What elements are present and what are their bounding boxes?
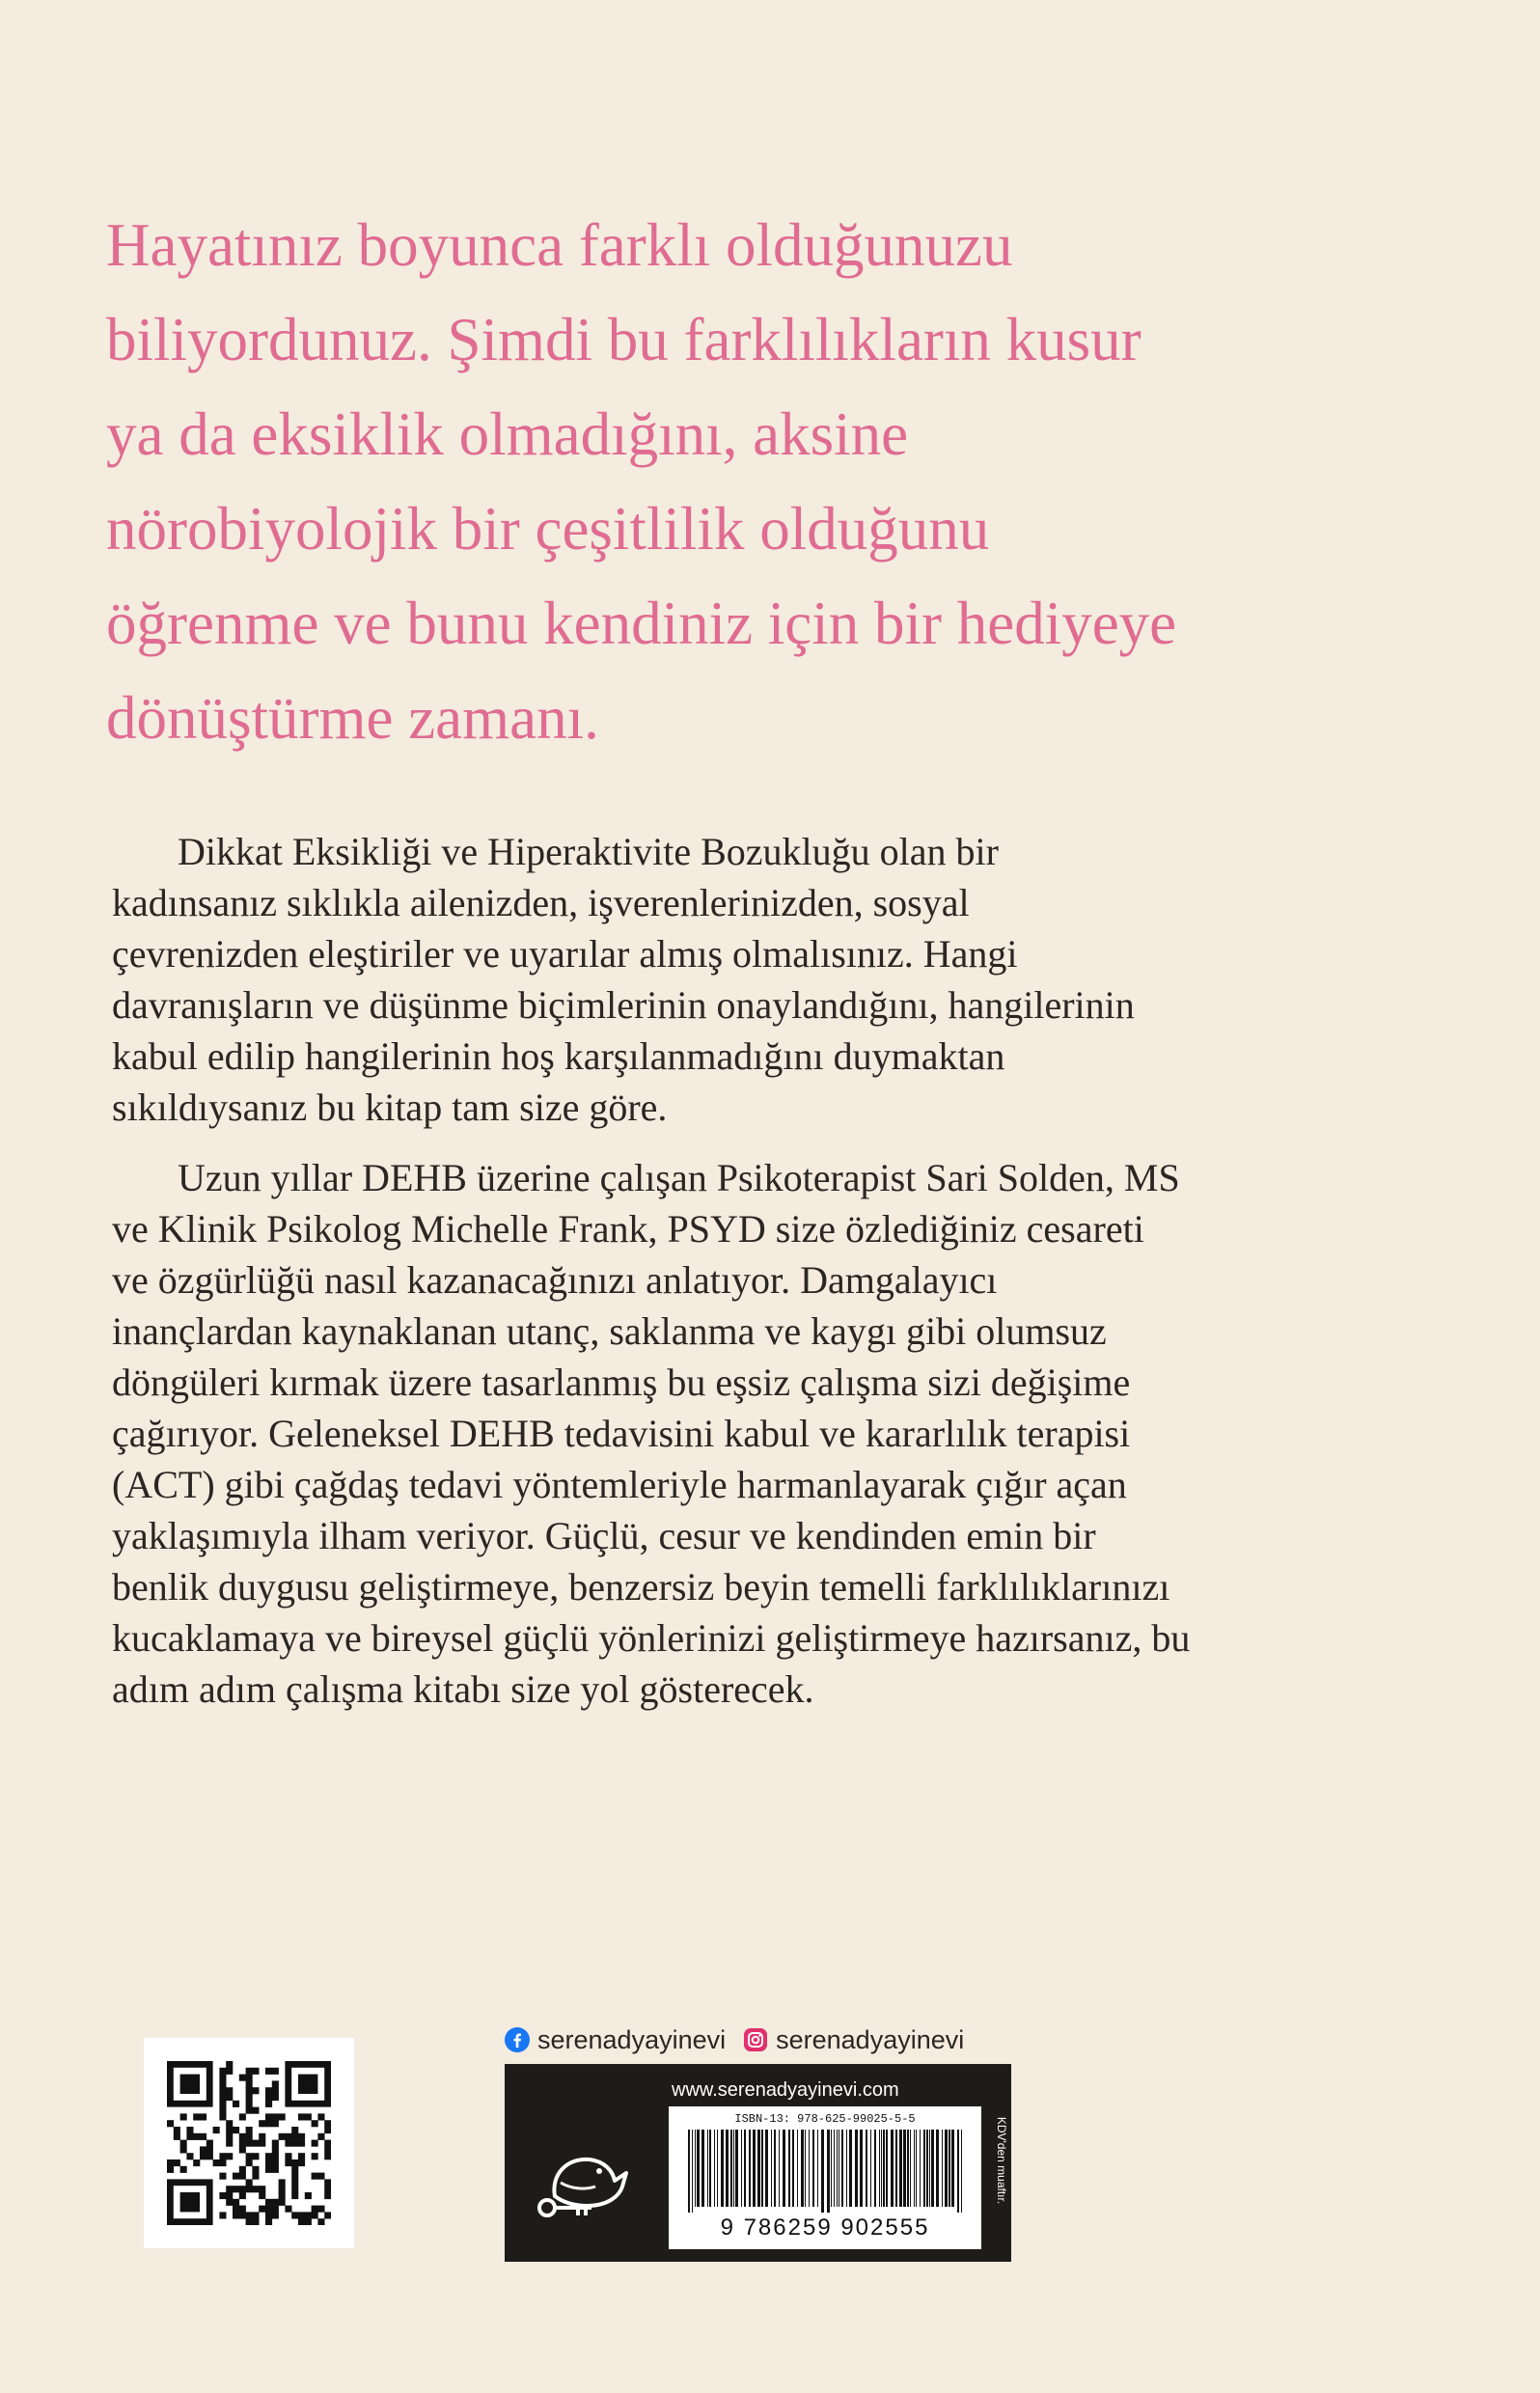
facebook-icon xyxy=(505,2027,530,2052)
text-line: Dikkat Eksikliği ve Hiperaktivite Bozukluğu olan bir xyxy=(178,830,999,873)
text-line: ve özgürlüğü nasıl kazanacağınızı anlatıyor. Damgalayıcı xyxy=(112,1258,998,1302)
text-line: kabul edilip hangilerinin hoş karşılanmadığını duymaktan xyxy=(112,1034,1005,1078)
qr-code xyxy=(144,2038,354,2248)
text-line: ve Klinik Psikolog Michelle Frank, PSYD size özlediğiniz cesareti xyxy=(112,1207,1144,1251)
text-line: kucaklamaya ve bireysel güçlü yönlerinizi geliştirmeye hazırsanız, bu xyxy=(112,1616,1191,1660)
paragraph-2 xyxy=(112,1152,1463,1715)
tax-exempt-note: KDV'den muaftır. xyxy=(995,2116,1008,2205)
text-line: benlik duygusu geliştirmeye, benzersiz beyin temelli farklılıklarınızı xyxy=(112,1565,1170,1609)
tagline-line: biliyordunuz. Şimdi bu farklılıkların kusur xyxy=(106,306,1141,373)
text-line: inançlardan kaynaklanan utanç, saklanma ve kaygı gibi olumsuz xyxy=(112,1309,1107,1353)
tagline-line: Hayatınız boyunca farklı olduğunuzu xyxy=(106,211,1013,279)
barcode-panel xyxy=(505,2064,1011,2262)
text-line: (ACT) gibi çağdaş tedavi yöntemleriyle harmanlayarak çığır açan xyxy=(112,1463,1127,1506)
social-links xyxy=(505,2021,964,2059)
isbn-label: ISBN-13: 978-625-99025-5-5 xyxy=(734,2112,916,2126)
tagline xyxy=(106,198,1476,765)
text-line: kadınsanız sıklıkla ailenizden, işverenlerinizden, sosyal xyxy=(112,881,970,924)
tagline-line: öğrenme ve bunu kendiniz için bir hediyeye xyxy=(106,590,1177,657)
facebook-handle: serenadyayinevi xyxy=(537,2024,727,2054)
isbn-barcode xyxy=(669,2106,981,2249)
tagline-line: ya da eksiklik olmadığını, aksine xyxy=(106,400,909,468)
text-line: Uzun yıllar DEHB üzerine çalışan Psikoterapist Sari Solden, MS xyxy=(178,1156,1180,1199)
instagram-handle: serenadyayinevi xyxy=(776,2024,965,2054)
text-line: çağırıyor. Geleneksel DEHB tedavisini kabul ve kararlılık terapisi xyxy=(112,1412,1131,1455)
qr-code-icon xyxy=(167,2061,331,2225)
text-line: sıkıldıysanız bu kitap tam size göre. xyxy=(112,1086,668,1129)
website-url: www.serenadyayinevi.com xyxy=(672,2079,899,2101)
text-line: döngüleri kırmak üzere tasarlanmış bu eşsiz çalışma sizi değişime xyxy=(112,1361,1131,1404)
barcode-icon xyxy=(680,2130,970,2213)
text-line: davranışların ve düşünme biçimlerinin onaylandığını, hangilerinin xyxy=(112,983,1135,1027)
tagline-line: dönüştürme zamanı. xyxy=(106,684,599,752)
bird-key-logo-icon xyxy=(532,2136,647,2223)
paragraph-1 xyxy=(112,826,1463,1133)
text-line: çevrenizden eleştiriler ve uyarılar almış olmalısınız. Hangi xyxy=(112,932,1018,976)
text-line: adım adım çalışma kitabı size yol gösterecek. xyxy=(112,1667,814,1711)
description xyxy=(112,826,1463,1715)
barcode-digits: 9 786259 902555 xyxy=(720,2214,930,2241)
tagline-line: nörobiyolojik bir çeşitlilik olduğunu xyxy=(106,495,990,563)
instagram-icon xyxy=(743,2027,768,2052)
text-line: yaklaşımıyla ilham veriyor. Güçlü, cesur ve kendinden emin bir xyxy=(112,1514,1096,1557)
